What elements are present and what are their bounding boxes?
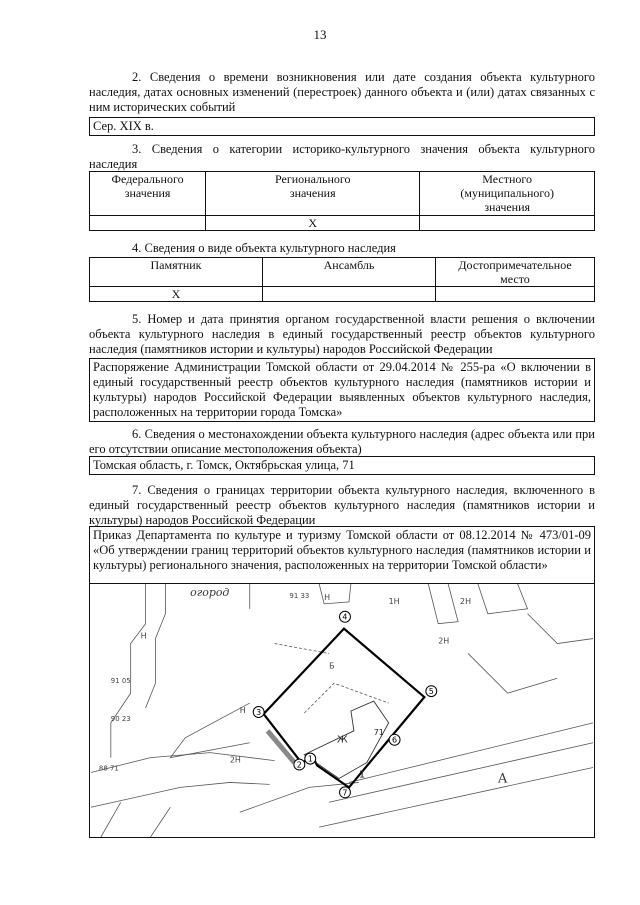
boundary-map bbox=[89, 583, 595, 838]
storey-label: 1 bbox=[358, 769, 366, 781]
point-marker-6 bbox=[389, 734, 400, 745]
house-number-label: 71 bbox=[373, 727, 384, 737]
mark-federal bbox=[90, 216, 206, 231]
section-3-heading: 3. Сведения о категории историко-культурного значения объекта культурного наследия bbox=[89, 142, 595, 171]
page-number: 13 bbox=[313, 27, 327, 42]
elevation-label: 90 23 bbox=[110, 714, 131, 723]
col-regional: Регионального значения bbox=[206, 172, 420, 216]
col-local: Местного (муниципального) значения bbox=[420, 172, 595, 216]
col-landmark: Достопримечательное место bbox=[436, 258, 595, 287]
point-label: 4 bbox=[342, 612, 348, 622]
table-row bbox=[90, 216, 595, 231]
misc-label: 2Н bbox=[229, 755, 241, 765]
mark-landmark bbox=[436, 287, 595, 302]
mark-local bbox=[420, 216, 595, 231]
misc-label: 1Н bbox=[388, 596, 400, 606]
table-row bbox=[90, 287, 595, 302]
misc-label: Н bbox=[140, 631, 147, 641]
point-marker-3 bbox=[253, 707, 264, 718]
mark-ensemble bbox=[263, 287, 436, 302]
col-monument: Памятник bbox=[90, 258, 263, 287]
garden-label: огород bbox=[190, 585, 230, 599]
street-letter-label: А bbox=[497, 771, 508, 787]
point-label: 6 bbox=[392, 735, 398, 745]
table-header-row bbox=[90, 258, 595, 287]
point-marker-4 bbox=[340, 611, 351, 622]
misc-label: Н bbox=[239, 705, 246, 715]
misc-label: Б bbox=[329, 661, 335, 671]
point-marker-1 bbox=[305, 753, 316, 764]
section-6-value: Томская область, г. Томск, Октябрьская улица, 71 bbox=[89, 456, 595, 475]
elevation-label: 91 05 bbox=[110, 677, 131, 686]
point-marker-5 bbox=[426, 686, 437, 697]
elevation-label: 88 71 bbox=[98, 764, 119, 773]
mark-monument: X bbox=[90, 287, 263, 302]
type-table bbox=[89, 257, 595, 302]
table-header-row bbox=[90, 172, 595, 216]
point-label: 5 bbox=[428, 687, 434, 697]
section-2-heading: 2. Сведения о времени возникновения или дате создания объекта культурного наследия, датах основных изменений (перестроек) данного объекта и (или) датах связанных с ним исторических событий bbox=[89, 70, 595, 114]
category-table bbox=[89, 171, 595, 231]
point-label: 1 bbox=[307, 754, 313, 764]
misc-label: 2Н bbox=[460, 596, 472, 606]
section-2-value: Сер. XIX в. bbox=[89, 117, 595, 136]
building-label: Ж bbox=[337, 734, 348, 746]
point-label: 3 bbox=[256, 707, 262, 717]
misc-label: Н bbox=[324, 592, 331, 602]
section-5-value: Распоряжение Администрации Томской области от 29.04.2014 № 255-ра «О включении в единый государственный реестр объектов культурного наследия (памятников истории и культуры) народов Российской Федерации выявленных объектов культурного наследия, расположенных на территории города Томска» bbox=[89, 358, 595, 422]
section-5-heading: 5. Номер и дата принятия органом государственной власти решения о включении объекта культурного наследия в единый государственный реестр объектов культурного наследия (памятников истории и культуры) народов Российской Федерации bbox=[89, 312, 595, 356]
point-marker-2 bbox=[294, 759, 305, 770]
point-label: 2 bbox=[296, 760, 302, 770]
mark-regional: X bbox=[206, 216, 420, 231]
section-6-heading: 6. Сведения о местонахождении объекта культурного наследия (адрес объекта или при его отсутствии описание местоположения объекта) bbox=[89, 427, 595, 456]
point-label: 7 bbox=[342, 788, 348, 798]
section-7-heading: 7. Сведения о границах территории объекта культурного наследия, включенного в единый государственный реестр объектов культурного наследия (памятников истории и культуры) народов Российской Федерации bbox=[89, 483, 595, 527]
col-ensemble: Ансамбль bbox=[263, 258, 436, 287]
misc-label: 2Н bbox=[438, 636, 450, 646]
section-4-heading: 4. Сведения о виде объекта культурного наследия bbox=[132, 241, 396, 255]
col-federal: Федерального значения bbox=[90, 172, 206, 216]
point-marker-7 bbox=[340, 787, 351, 798]
elevation-label: 91 33 bbox=[289, 591, 310, 600]
section-7-value: Приказ Департамента по культуре и туризму Томской области от 08.12.2014 № 473/01-09 «Об утверждении границ территорий объектов культурного наследия (памятников истории и культуры) регионального значения, расположенных на территории Томской области» bbox=[89, 526, 595, 584]
